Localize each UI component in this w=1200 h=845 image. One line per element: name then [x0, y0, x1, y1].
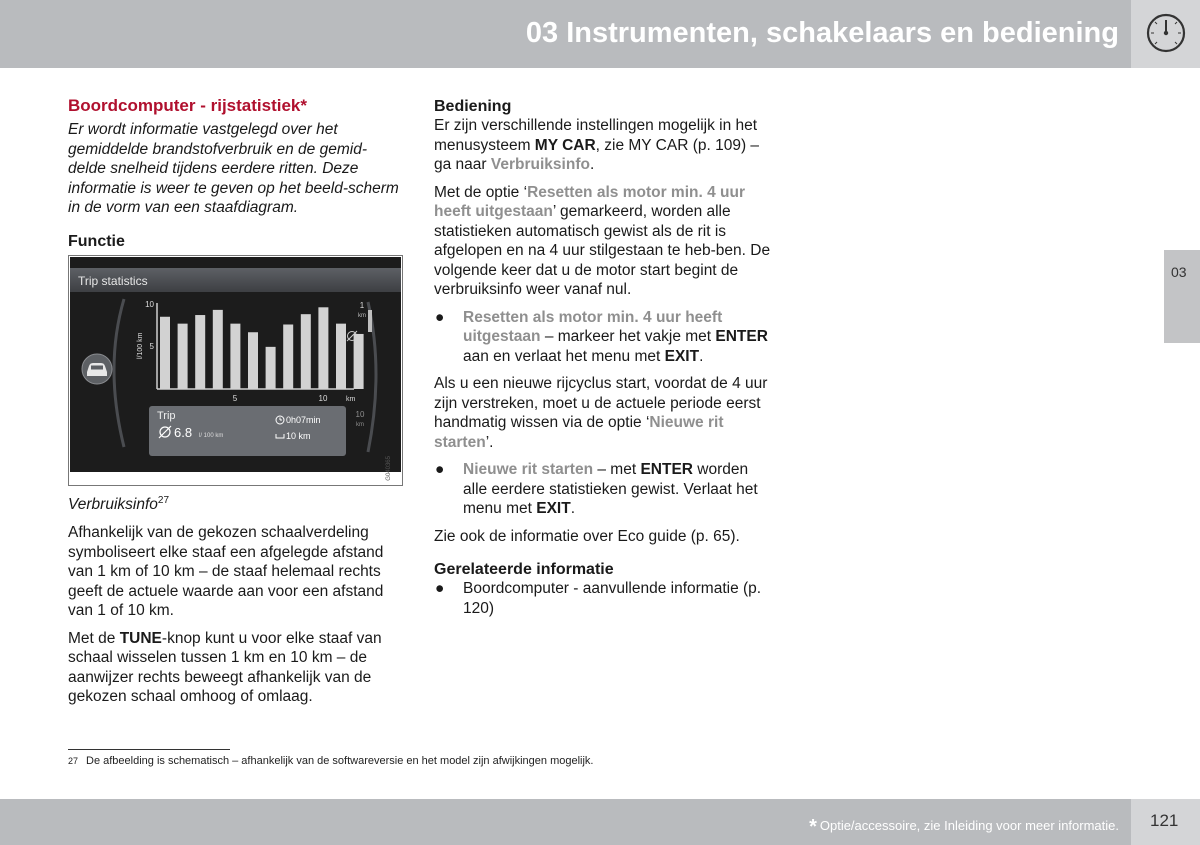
text-span: Als u een nieuwe rijcyclus start, voordat de 4 uur zijn verstreken, moet u de actuele periode eerst handmatig wissen via de optie ‘ — [434, 375, 768, 431]
left-dial-arc — [114, 299, 124, 447]
scale-bottom-unit: km — [356, 421, 364, 428]
consumption-value: 6.8 — [174, 424, 193, 440]
list-item — [434, 308, 774, 367]
paragraph — [434, 116, 774, 175]
figure-code: G040365 — [385, 455, 392, 481]
caption-text: Verbruiksinfo — [68, 495, 158, 513]
left-column — [68, 96, 403, 715]
scale-top-unit: km — [358, 312, 366, 319]
text-span: , zie MY CAR (p. 109) – ga naar — [434, 136, 760, 173]
text-span: . — [589, 156, 595, 173]
figure-caption — [68, 495, 403, 515]
text-span: worden alle eerdere statistieken gewist. Verlaat het menu met — [463, 461, 758, 517]
text-span: ’ gemarkeerd, worden alle statistieken automatisch gewist als de rit is afgelopen en na 4 uur stilgestaan te heb-ben. De volgende keer dat u de motor start begint de verbruiksinfo weer vanaf nul. — [434, 203, 771, 298]
text-span: Met de optie ‘ — [434, 183, 528, 201]
footnote-number: 27 — [68, 756, 79, 766]
right-column — [434, 97, 774, 626]
related-info-heading: Gerelateerde informatie — [434, 561, 614, 578]
chart-bar — [354, 333, 364, 388]
footnote-divider — [68, 749, 230, 750]
y-tick-label: 10 — [145, 299, 154, 309]
section-title: Boordcomputer - rijstatistiek* — [68, 96, 307, 115]
my-car-keyword: MY CAR — [534, 136, 596, 154]
footnote — [68, 755, 594, 767]
footer-note — [809, 813, 1119, 836]
chapter-side-tab — [1164, 250, 1200, 343]
x-unit-label: km — [346, 395, 356, 403]
menu-option: Nieuwe rit starten — [434, 414, 724, 451]
gauge-icon — [1145, 12, 1187, 54]
text-span: aan en verlaat het menu met — [463, 347, 665, 365]
screen-title: Trip statistics — [78, 273, 148, 288]
text-span: . — [570, 500, 575, 517]
chart-bar — [283, 324, 293, 389]
paragraph — [434, 374, 774, 452]
menu-option: Nieuwe rit starten — [463, 461, 594, 478]
footnote-text: De afbeelding is schematisch – afhankelijk van de softwareversie en het model zijn afwijkingen mogelijk. — [86, 755, 594, 767]
text-span: Met de — [68, 629, 120, 647]
asterisk-icon: * — [809, 816, 817, 838]
y-axis-label: l/100 km — [137, 332, 144, 359]
page-number: 121 — [1150, 811, 1179, 830]
bullet-icon: ● — [435, 461, 445, 478]
bediening-heading: Bediening — [434, 98, 512, 115]
chart-bar — [336, 323, 346, 388]
text-span: ’. — [485, 433, 494, 451]
chart-bar — [230, 323, 240, 388]
tune-keyword: TUNE — [119, 629, 162, 647]
footer-note-text: Optie/accessoire, zie Inleiding voor meer informatie. — [819, 818, 1119, 833]
consumption-unit: l/ 100 km — [199, 432, 224, 439]
chart-bar — [195, 315, 205, 389]
trip-statistics-figure — [68, 255, 403, 486]
chart-bar — [178, 323, 188, 388]
page-number-box — [1131, 799, 1200, 845]
trip-label: Trip — [157, 409, 176, 422]
page-header — [0, 0, 1131, 68]
text-span: -knop kunt u voor elke staaf van schaal wisselen tussen 1 km en 10 km – de aanwijzer rechts beweegt afhankelijk van de gekozen schaal omhoog of omlaag. — [68, 629, 382, 705]
text-span: – met — [593, 461, 641, 478]
y-tick-label: 5 — [149, 341, 154, 351]
chapter-icon-box — [1131, 0, 1200, 68]
intro-text: Er wordt informatie vastgelegd over het gemiddelde brandstofverbruik en de gemid-delde snelheid tijdens eerdere ritten. Deze informatie is weer te geven op het beeld-scherm in de vorm van een staafdiagram. — [68, 121, 399, 216]
distance-value: 10 km — [286, 430, 311, 441]
list-item — [434, 460, 774, 519]
caption-footnote-ref: 27 — [157, 494, 170, 506]
bar-series — [160, 307, 364, 389]
text-span: . — [699, 347, 704, 365]
text-span: – markeer het vakje met — [540, 328, 716, 345]
menu-option: Verbruiksinfo — [490, 156, 590, 173]
x-tick-label: 10 — [318, 393, 328, 403]
paragraph: Zie ook de informatie over Eco guide (p. 65). — [434, 527, 740, 545]
text-span: Er zijn verschillende instellingen mogelijk in het menusysteem — [434, 117, 758, 154]
car-icon — [82, 354, 112, 384]
scale-pointer — [368, 310, 372, 332]
functie-heading: Functie — [68, 232, 125, 250]
page-footer — [0, 799, 1131, 845]
exit-keyword: EXIT — [536, 500, 571, 517]
x-tick-label: 5 — [232, 393, 238, 403]
chart-bar — [266, 346, 276, 388]
side-tab-label: 03 — [1171, 264, 1187, 280]
list-item — [434, 579, 774, 618]
scale-top-value: 1 — [359, 300, 365, 310]
chart-bar — [301, 314, 311, 389]
chapter-title: 03 Instrumenten, schakelaars en bediening — [525, 17, 1119, 49]
exit-keyword: EXIT — [664, 347, 700, 365]
paragraph — [68, 629, 403, 707]
bullet-icon: ● — [435, 308, 445, 326]
enter-keyword: ENTER — [640, 461, 693, 478]
chart-bar — [160, 316, 170, 388]
bullet-icon: ● — [435, 580, 445, 597]
paragraph: Afhankelijk van de gekozen schaalverdeling symboliseert elke staaf een afgelegde afstand van 1 km of 10 km – de staaf helemaal rechts geeft de actuele waarde aan voor een afstand van 1 of 10 km. — [68, 524, 384, 619]
related-link[interactable]: Boordcomputer - aanvullende informatie (p. 120) — [463, 580, 762, 617]
menu-option: Resetten als motor min. 4 uur heeft uitgestaan — [463, 308, 723, 345]
trip-chart — [70, 257, 401, 472]
chart-bar — [213, 309, 223, 388]
display-screen — [70, 257, 401, 472]
scale-bottom-value: 10 — [355, 409, 365, 419]
paragraph — [434, 183, 774, 300]
chart-bar — [318, 307, 328, 389]
time-value: 0h07min — [286, 414, 321, 425]
chart-bar — [248, 332, 258, 389]
enter-keyword: ENTER — [715, 328, 768, 345]
menu-option: Resetten als motor min. 4 uur heeft uitgestaan — [434, 183, 745, 220]
